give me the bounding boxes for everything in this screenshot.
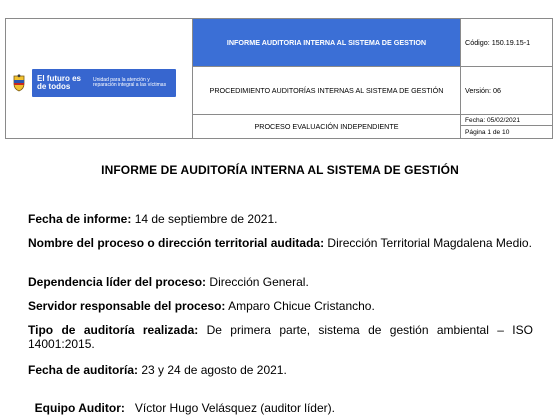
- field-label: Dependencia líder del proceso:: [28, 275, 207, 289]
- logo-cell: [6, 19, 193, 138]
- header-process: PROCESO EVALUACIÓN INDEPENDIENTE: [254, 122, 399, 131]
- document-title: INFORME DE AUDITORÍA INTERNA AL SISTEMA DE GESTIÓN: [101, 163, 459, 177]
- field-label: Equipo Auditor:: [34, 401, 125, 415]
- field-responsible-servant: [28, 299, 533, 313]
- field-value: 23 y 24 de agosto de 2021.: [138, 363, 287, 377]
- field-value: Amparo Chicue Cristancho.: [225, 299, 375, 313]
- header-page: Página 1 de 10: [465, 128, 510, 136]
- field-value: Dirección General.: [206, 275, 309, 289]
- brand-sub-text: Unidad para la atención y reparación integral a las víctimas: [93, 76, 167, 88]
- field-label: Servidor responsable del proceso:: [28, 299, 226, 313]
- field-label: Fecha de auditoría:: [28, 363, 139, 377]
- field-label: Tipo de auditoría realizada:: [28, 323, 199, 337]
- field-audit-type: [28, 323, 533, 351]
- header-right-column: [461, 19, 552, 138]
- field-label: Nombre del proceso o dirección territorial auditada:: [28, 236, 325, 250]
- field-process-name: [28, 236, 533, 250]
- brand-main-text: El futuro es de todos: [37, 74, 82, 91]
- header-version: Versión: 06: [461, 67, 552, 115]
- field-report-date: [28, 212, 533, 226]
- field-value: Dirección Territorial Magdalena Medio.: [324, 236, 532, 250]
- field-value: 14 de septiembre de 2021.: [131, 212, 278, 226]
- field-audit-team: [28, 387, 533, 415]
- field-value: De primera parte, sistema de gestión ambiental – ISO 14001:2015.: [28, 323, 533, 351]
- header-date: Fecha: 05/02/2021: [461, 115, 552, 126]
- brand-badge: [32, 69, 176, 97]
- document-header: [5, 18, 553, 139]
- field-audit-date: [28, 363, 533, 377]
- header-procedure: PROCEDIMIENTO AUDITORÍAS INTERNAS AL SISTEMA DE GESTIÓN: [193, 67, 460, 115]
- logo: [12, 69, 176, 97]
- header-title: INFORME AUDITORIA INTERNA AL SISTEMA DE GESTION: [193, 19, 460, 67]
- colombia-crest-icon: [12, 74, 26, 92]
- header-middle-column: [193, 19, 461, 138]
- header-code: Código: 150.19.15-1: [461, 19, 552, 67]
- field-lead-dependency: [28, 275, 533, 289]
- field-value: Víctor Hugo Velásquez (auditor líder).: [124, 401, 335, 415]
- field-label: Fecha de informe:: [28, 212, 132, 226]
